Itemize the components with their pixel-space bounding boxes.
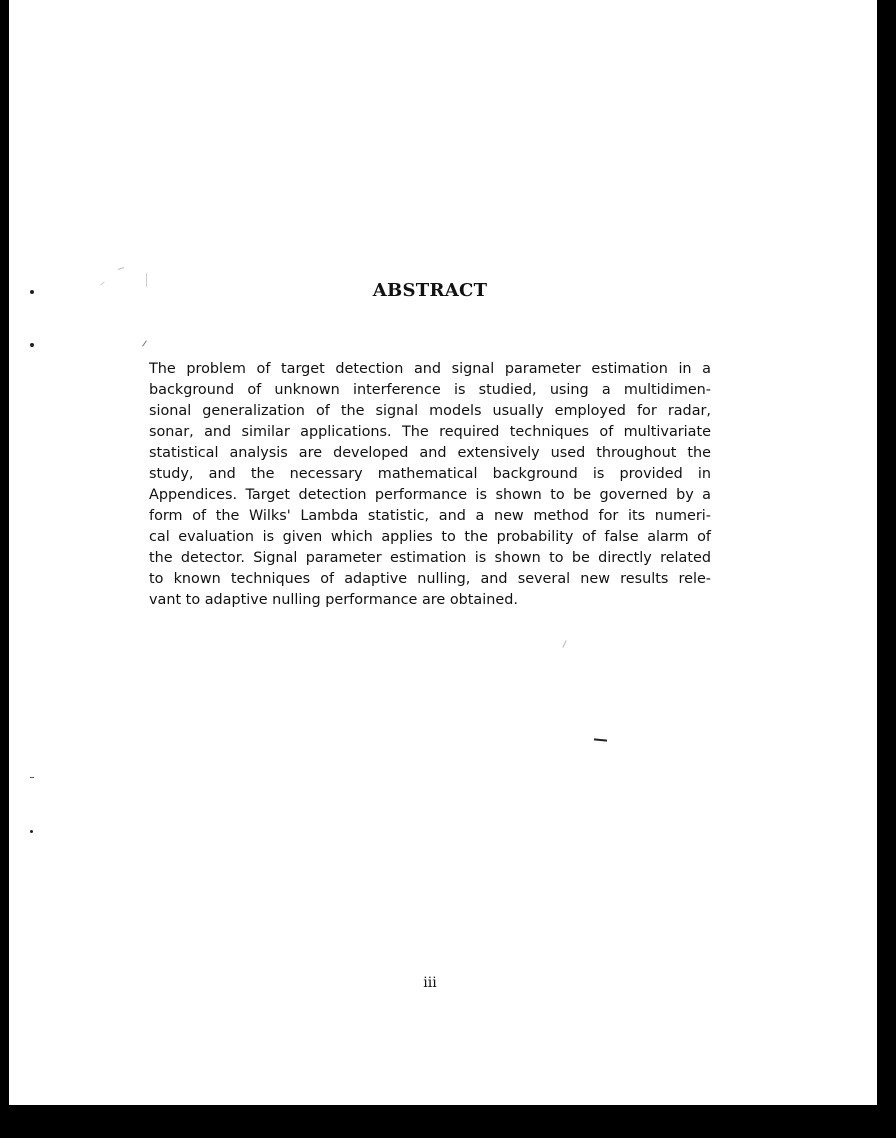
abstract-line: cal evaluation is given which applies to the probability of false alarm of (149, 529, 711, 545)
abstract-title: ABSTRACT (372, 280, 488, 301)
abstract-line: The problem of target detection and signal parameter estimation in a (149, 361, 711, 377)
abstract-line: Appendices. Target detection performance is shown to be governed by a (149, 487, 711, 503)
scan-right-border (877, 0, 896, 1106)
abstract-line: the detector. Signal parameter estimation is shown to be directly related (149, 550, 711, 566)
abstract-line: statistical analysis are developed and extensively used throughout the (149, 445, 711, 461)
abstract-line: sional generalization of the signal models usually employed for radar, (149, 403, 711, 419)
abstract-paragraph (149, 359, 711, 611)
scan-speck (100, 282, 104, 286)
abstract-line: study, and the necessary mathematical background is provided in (149, 466, 711, 482)
scan-speck (30, 343, 34, 347)
scan-speck (30, 777, 34, 778)
scan-speck (594, 738, 607, 741)
abstract-line: sonar, and similar applications. The required techniques of multivariate (149, 424, 711, 440)
abstract-line: form of the Wilks' Lambda statistic, and a new method for its numeri- (149, 508, 711, 524)
scan-speck (562, 640, 566, 648)
abstract-line: background of unknown interference is studied, using a multidimen- (149, 382, 711, 398)
abstract-line: to known techniques of adaptive nulling, and several new results rele- (149, 571, 711, 587)
scan-speck (30, 290, 34, 294)
scan-bottom-border (0, 1105, 896, 1138)
page-number: iii (423, 975, 437, 991)
scan-left-border (0, 0, 9, 1106)
scan-speck (118, 267, 124, 270)
scan-speck (146, 273, 147, 287)
scan-speck (30, 830, 33, 833)
scan-speck (142, 340, 147, 346)
abstract-line: vant to adaptive nulling performance are obtained. (149, 592, 518, 608)
